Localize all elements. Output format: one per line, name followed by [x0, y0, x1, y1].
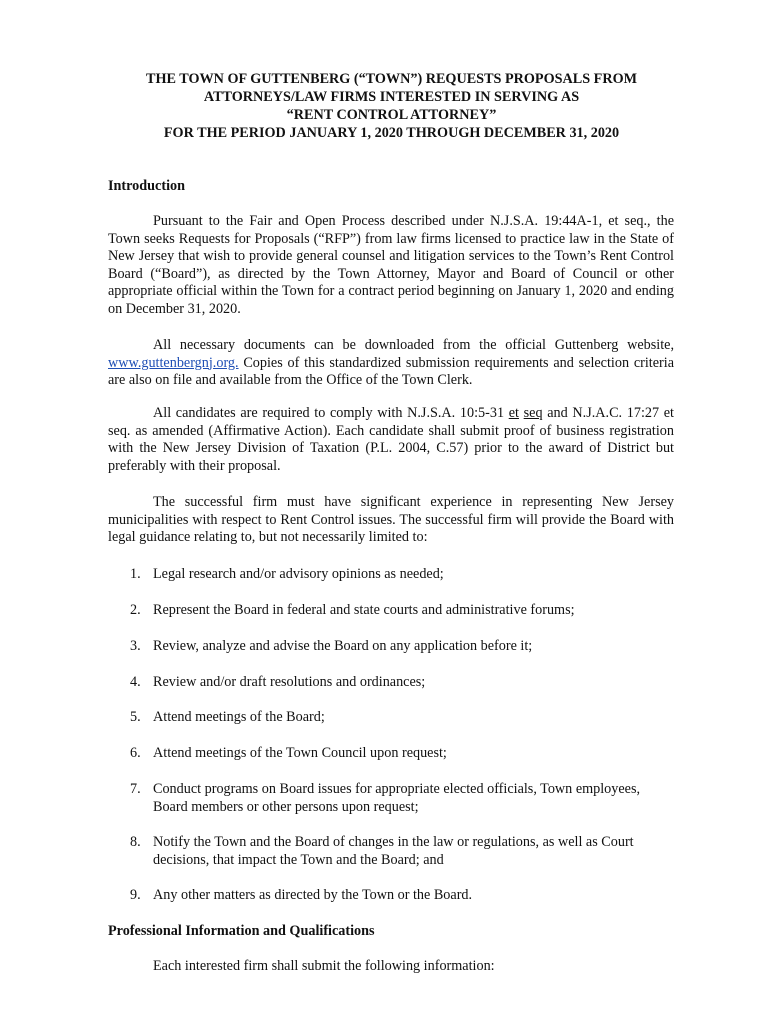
list-number: 3. — [130, 638, 141, 654]
title-line: THE TOWN OF GUTTENBERG (“TOWN”) REQUESTS PROPOSALS FROM — [146, 71, 637, 87]
list-item — [130, 674, 675, 692]
paragraph-text: All candidates are required to comply with N.J.S.A. 10:5-31 — [153, 405, 509, 421]
list-text: Attend meetings of the Board; — [153, 709, 325, 725]
list-number: 4. — [130, 674, 141, 690]
list-text: Notify the Town and the Board of changes in the law or regulations, as well as Court decisions, that impact the Town and the Board; and — [153, 834, 634, 868]
list-item — [130, 745, 675, 763]
list-text: Attend meetings of the Town Council upon request; — [153, 745, 447, 761]
title-line: ATTORNEYS/LAW FIRMS INTERESTED IN SERVING AS — [203, 89, 580, 105]
list-number: 2. — [130, 602, 141, 618]
professional-paragraph: Each interested firm shall submit the following information: — [153, 958, 495, 974]
introduction-paragraph-1: Pursuant to the Fair and Open Process described under N.J.S.A. 19:44A-1, et seq., the Town seeks Requests for Proposals (“RFP”) from law firms licensed to practice law in the State of New Jersey that wish to provide general counsel and litigation services to the Town’s Rent Control Board (“Board”), as directed by the Town Attorney, Mayor and Board of Council or other appropriate official within the Town for a contract period beginning on January 1, 2020 and ending on December 31, 2020. — [108, 213, 674, 317]
list-item — [130, 709, 675, 727]
list-text: Represent the Board in federal and state courts and administrative forums; — [153, 602, 575, 618]
website-link[interactable]: www.guttenbergnj.org. — [108, 354, 239, 371]
list-number: 5. — [130, 709, 141, 725]
underlined-text: et — [508, 405, 519, 421]
list-item — [130, 566, 675, 584]
introduction-paragraph-2 — [108, 337, 674, 390]
list-item — [130, 638, 675, 656]
paragraph-text: All necessary documents can be downloaded from the official Guttenberg website, — [153, 337, 674, 353]
list-text: Review, analyze and advise the Board on any application before it; — [153, 638, 533, 654]
list-item — [130, 602, 675, 620]
list-number: 8. — [130, 834, 141, 850]
underlined-text: seq — [523, 405, 543, 421]
list-text: Review and/or draft resolutions and ordinances; — [153, 674, 426, 690]
list-text: Legal research and/or advisory opinions as needed; — [153, 566, 444, 582]
document-title — [100, 70, 683, 142]
list-number: 9. — [130, 887, 141, 903]
title-line: “RENT CONTROL ATTORNEY” — [286, 107, 497, 123]
professional-heading: Professional Information and Qualifications — [108, 923, 375, 939]
list-number: 1. — [130, 566, 141, 582]
list-text: Conduct programs on Board issues for appropriate elected officials, Town employees, Board members or other persons upon request; — [153, 781, 641, 815]
list-item — [130, 887, 675, 905]
introduction-heading: Introduction — [108, 178, 185, 194]
list-item — [130, 834, 675, 869]
list-number: 6. — [130, 745, 141, 761]
list-number: 7. — [130, 781, 141, 797]
paragraph-text: and N.J.A.C. 17:27 et seq. as amended (Affirmative Action). Each candidate shall submit proof of business registration with the New Jersey Division of Taxation (P.L. 2004, C.57) prior to the award of District but preferably with their proposal. — [108, 405, 674, 474]
list-text: Any other matters as directed by the Town or the Board. — [153, 887, 473, 903]
introduction-paragraph-4: The successful firm must have significant experience in representing New Jersey municipalities with respect to Rent Control issues. The successful firm will provide the Board with legal guidance relating to, but not necessarily limited to: — [108, 494, 674, 545]
introduction-paragraph-3 — [108, 405, 674, 475]
paragraph-text: Copies of this standardized submission requirements and selection criteria are also on file and available from the Office of the Town Clerk. — [108, 354, 674, 388]
list-item — [130, 781, 675, 816]
title-line: FOR THE PERIOD JANUARY 1, 2020 THROUGH DECEMBER 31, 2020 — [163, 125, 620, 141]
